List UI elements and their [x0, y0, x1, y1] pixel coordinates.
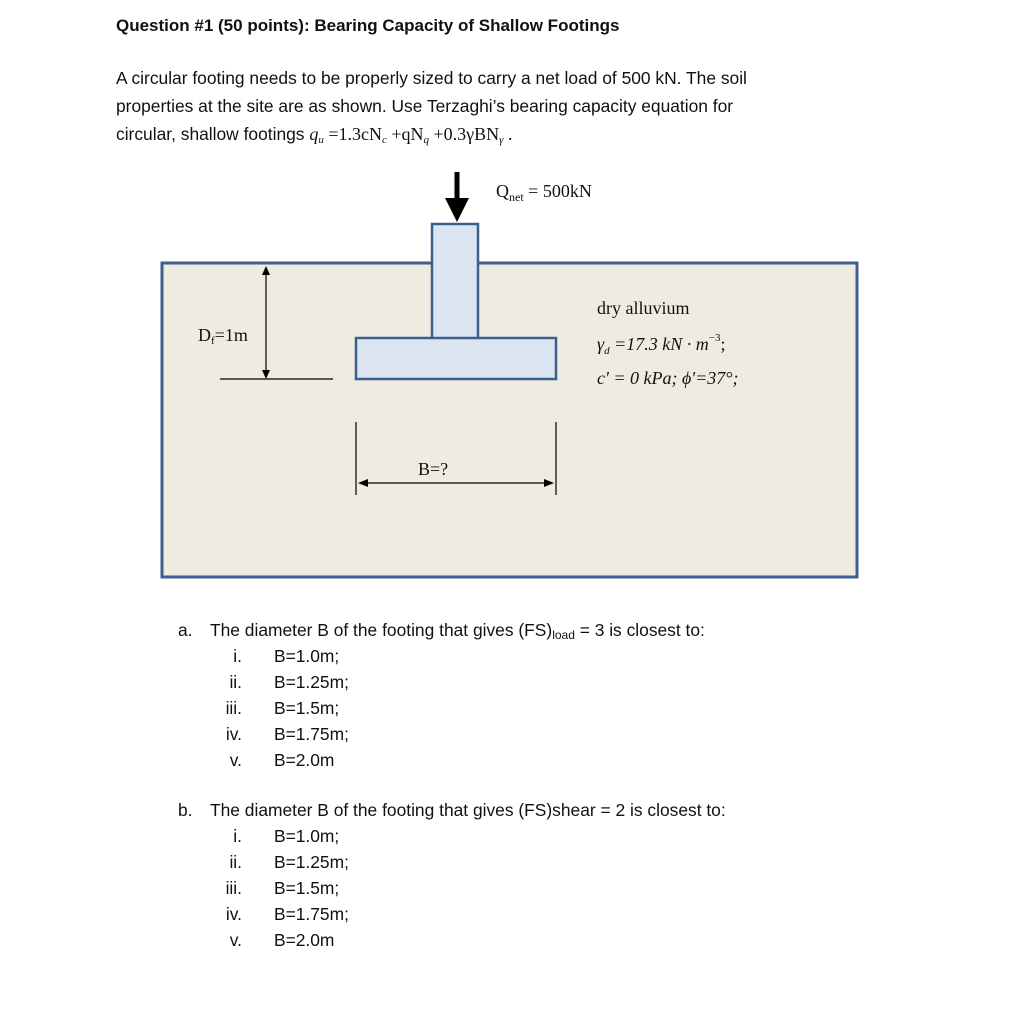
intro-line-2: properties at the site are as shown. Use Terzaghi’s bearing capacity equation for: [116, 96, 734, 116]
part-b-option-text: B=1.5m;: [274, 878, 340, 898]
part-a-option-number-text: ii.: [229, 672, 242, 692]
eq-lhs-sub: u: [318, 134, 324, 146]
part-b-text: The diameter B of the footing that gives (FS)shear = 2 is closest to:: [210, 800, 726, 820]
eq-lhs: q: [309, 124, 319, 144]
part-a-text-after: = 3 is closest to:: [574, 620, 705, 640]
eq-term2: +qN: [391, 124, 424, 144]
part-a-option-text: B=2.0m: [274, 750, 335, 770]
part-a-option-number-text: iii.: [225, 698, 242, 718]
eq-end: .: [508, 124, 513, 144]
intro-line-1: A circular footing needs to be properly sized to carry a net load of 500 kN. The soil: [116, 68, 747, 88]
part-b-option-number-text: v.: [229, 930, 242, 950]
load-label: $Q_{net} = 500kN$: [496, 181, 592, 204]
part-b-option-text: B=1.25m;: [274, 852, 349, 872]
eq-term3-sub: γ: [499, 134, 504, 146]
part-b-option-number-text: iv.: [225, 904, 242, 924]
part-a-label: a.: [178, 620, 193, 640]
eq-term3: +0.3γBN: [433, 124, 500, 144]
part-a-option-text: B=1.25m;: [274, 672, 349, 692]
depth-label: Df=1m: [198, 325, 248, 347]
part-b-question: [178, 800, 726, 821]
part-a-option-number-text: i.: [233, 646, 242, 666]
footing-column: [432, 224, 478, 339]
part-b-option-number-text: iii.: [225, 878, 242, 898]
part-b-label: b.: [178, 800, 193, 820]
eq-term1-sub: c: [381, 134, 387, 146]
soil-unit-weight: $\gamma_d =17.3$ kN · $m^{-3}$;: [597, 332, 726, 357]
soil-strength: c' = 0 kPa; ϕ'=37°;: [597, 368, 739, 388]
part-a-text-before: The diameter B of the footing that gives (FS): [210, 620, 553, 640]
part-b-option-text: B=1.75m;: [274, 904, 349, 924]
part-a-question: [178, 620, 705, 642]
eq-term2-sub: q: [423, 134, 430, 146]
part-b-option-text: B=2.0m: [274, 930, 335, 950]
part-a-option-number-text: iv.: [225, 724, 242, 744]
intro-line-3-text: circular, shallow footings: [116, 124, 305, 144]
part-a-text-sub: load: [552, 628, 575, 642]
part-b-option-number-text: i.: [233, 826, 242, 846]
footing-base: [356, 338, 556, 379]
part-a-option-text: B=1.75m;: [274, 724, 349, 744]
part-a-option-number-text: v.: [229, 750, 242, 770]
part-b-option-number-text: ii.: [229, 852, 242, 872]
load-arrow: [445, 172, 469, 222]
question-title: Question #1 (50 points): Bearing Capacity of Shallow Footings: [116, 16, 620, 35]
soil-name: dry alluvium: [597, 298, 690, 318]
width-label: B=?: [418, 459, 449, 479]
part-a-option-text: B=1.5m;: [274, 698, 340, 718]
part-a-option-text: B=1.0m;: [274, 646, 340, 666]
part-b-option-text: B=1.0m;: [274, 826, 340, 846]
eq-term1: =1.3cN: [328, 124, 382, 144]
